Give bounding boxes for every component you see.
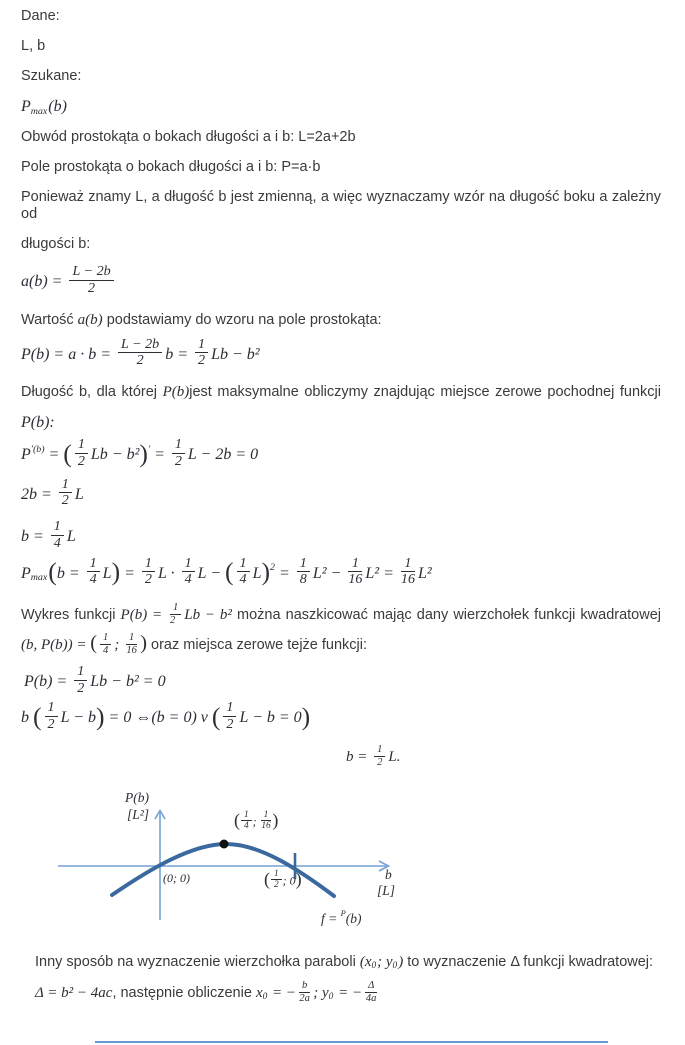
big-paren: (	[234, 810, 240, 831]
numerator: 1	[45, 700, 58, 717]
math-text: (b)	[345, 910, 362, 926]
line-dane: Dane:	[21, 8, 60, 24]
numerator: L − 2b	[69, 264, 113, 281]
fraction	[241, 810, 252, 832]
formula-pb-colon	[21, 414, 661, 431]
math-text: (b, P(b)) =	[21, 637, 91, 654]
line-szukane: Szukane:	[21, 68, 82, 84]
formula-factored	[21, 698, 661, 735]
math-text: Lb − b²	[211, 345, 260, 363]
numerator: 1	[401, 556, 415, 573]
math-text: a(b)	[77, 311, 103, 328]
line-poniewaz-2: długości b:	[21, 236, 91, 252]
numerator: 1	[142, 556, 155, 573]
math-text: ; y	[377, 953, 393, 970]
numerator: 1	[374, 744, 385, 757]
big-paren: )	[261, 557, 271, 587]
parabola-graph	[21, 787, 661, 947]
formula-p-of-b	[21, 335, 661, 372]
numerator: 1	[195, 337, 208, 354]
vertex-coordinates-label	[234, 809, 279, 834]
math-text: P(b) =	[24, 673, 72, 691]
denominator: 2	[274, 880, 279, 891]
denominator: 2	[170, 615, 176, 627]
math-text: ;	[114, 637, 124, 654]
fraction	[348, 556, 362, 589]
big-paren: (	[264, 869, 270, 890]
fraction	[172, 437, 185, 470]
inline-formula-x0y0	[360, 954, 403, 970]
math-text: ; 0	[282, 873, 296, 888]
denominator: 2	[144, 571, 152, 588]
text-inny-post: to wyznaczenie Δ funkcji kwadratowej:	[403, 953, 654, 970]
subscript: max	[30, 572, 48, 584]
fraction	[237, 556, 250, 589]
fraction	[100, 632, 111, 657]
fraction	[297, 556, 310, 589]
formula-b-quarter	[21, 518, 661, 554]
big-paren: (	[211, 701, 221, 731]
fraction	[195, 337, 208, 370]
denominator: 16	[348, 571, 363, 588]
denominator: 2	[174, 452, 182, 469]
text-inny-pre: Inny sposób na wyznaczenie wierzchołka paraboli	[35, 953, 360, 970]
math-text: (b)	[48, 98, 67, 115]
denominator: 2	[47, 715, 55, 732]
math-text: f =	[321, 910, 341, 926]
numerator: 1	[261, 810, 272, 821]
math-text: b =	[21, 528, 48, 546]
superscript: 2	[270, 562, 275, 574]
y-axis-title: P(b)	[125, 789, 149, 805]
denominator: 2	[226, 715, 234, 732]
text-wykres-pre: Wykres funkcji	[21, 607, 121, 624]
denominator: 2	[88, 279, 96, 296]
fraction	[299, 980, 310, 1005]
line-pole: Pole prostokąta o bokach długości a i b: P=a·b	[21, 159, 321, 175]
bottom-divider-line	[95, 1041, 608, 1043]
big-paren: (	[48, 557, 57, 587]
fraction	[374, 744, 385, 769]
fraction	[261, 810, 272, 832]
big-paren: )	[139, 438, 148, 468]
big-paren: )	[295, 869, 302, 890]
math-text: = 0 ⇔(b = 0) v	[104, 708, 212, 726]
numerator: 1	[74, 664, 87, 681]
big-paren: (	[33, 701, 42, 731]
math-text: P(b)	[162, 384, 190, 401]
formula-2b	[21, 475, 661, 512]
big-paren: )	[95, 701, 105, 731]
numerator: b	[299, 980, 310, 993]
fraction	[365, 980, 377, 1005]
text-wykres-post: można naszkicować mając dany wierzchołek funkcji kwadratowej	[231, 607, 661, 624]
big-paren: )	[301, 701, 311, 731]
math-text: Δ = b² − 4ac	[35, 984, 113, 1001]
math-text: L −	[197, 564, 226, 582]
numerator: 1	[75, 437, 88, 454]
big-paren: (	[225, 557, 234, 587]
math-text: b =	[165, 345, 193, 363]
numerator: 1	[172, 437, 185, 454]
math-text: L	[102, 564, 112, 582]
inline-formula-wykres	[120, 602, 232, 627]
text-wartosc-post: podstawiamy do wzoru na pole prostokąta:	[102, 311, 382, 328]
math-text: )	[398, 953, 404, 970]
numerator: 1	[297, 556, 310, 573]
math-text: P(b) = a · b =	[21, 345, 116, 363]
denominator: 2	[77, 680, 85, 697]
zero-point-label	[264, 868, 302, 893]
math-text: Lb − b² = 0	[90, 673, 166, 691]
denominator: 2	[77, 452, 85, 469]
fraction	[45, 700, 58, 733]
numerator: 1	[237, 556, 250, 573]
math-text: P	[21, 98, 31, 115]
text-oraz-post: oraz miejsca zerowe tejże funkcji:	[147, 637, 368, 654]
line-poniewaz-1: Ponieważ znamy L, a długość b jest zmienną, a więc wyznaczamy wzór na długość boku a zależny od	[21, 189, 661, 222]
line-wykres	[21, 603, 661, 628]
math-text: (x	[359, 953, 372, 970]
line-vertex	[21, 633, 661, 658]
text-dlugosc-post: jest maksymalne obliczymy znajdując miejsce zerowe pochodnej funkcji	[189, 384, 661, 401]
line-obwod: Obwód prostokąta o bokach długości a i b: L=2a+2b	[21, 129, 356, 145]
math-text: 2b =	[21, 485, 56, 503]
math-text: L²	[417, 564, 432, 582]
numerator: 1	[223, 700, 236, 717]
math-text: L² −	[312, 564, 346, 582]
fraction	[69, 264, 113, 297]
fraction	[59, 477, 72, 510]
fraction	[87, 556, 100, 589]
subscript: 0	[392, 961, 398, 972]
denominator: 4	[239, 571, 247, 588]
text-wartosc-pre: Wartość	[21, 311, 78, 328]
denominator: 16	[400, 571, 415, 588]
subscript: max	[30, 105, 48, 117]
numerator: 1	[170, 602, 181, 615]
math-text: = −	[268, 984, 297, 1001]
math-text: =	[44, 446, 64, 463]
math-text: L − b = 0	[239, 708, 302, 726]
inline-formula-p-of-b	[163, 384, 190, 400]
subscript: 0	[328, 992, 334, 1003]
x-axis-title: b	[385, 866, 392, 882]
big-paren: )	[140, 632, 148, 655]
numerator: 1	[126, 632, 137, 645]
math-text: L	[74, 485, 84, 503]
denominator: 2a	[299, 992, 310, 1004]
numerator: 1	[241, 810, 252, 821]
big-paren: (	[63, 438, 72, 468]
big-paren: (	[90, 632, 98, 655]
math-text: b	[21, 708, 33, 726]
math-text: x	[255, 984, 263, 1001]
numerator: 1	[59, 477, 72, 494]
formula-pmax-of-b	[21, 98, 661, 117]
line-dlugosc	[21, 384, 661, 401]
denominator: 2	[198, 352, 206, 369]
numerator: 1	[51, 519, 64, 536]
math-text: L − 2b = 0	[187, 446, 259, 463]
graph-canvas	[58, 787, 498, 947]
denominator: 2	[377, 756, 383, 768]
subscript: 0	[371, 961, 377, 972]
formula-derivative	[21, 436, 661, 472]
math-text: =	[120, 564, 139, 582]
math-text: b =	[346, 748, 372, 765]
fraction	[170, 602, 181, 627]
fraction	[401, 556, 415, 589]
math-text: ; y	[313, 984, 329, 1001]
big-paren: )	[272, 810, 279, 831]
math-text: L² =	[365, 564, 398, 582]
numerator: L − 2b	[118, 337, 162, 354]
math-text: = −	[334, 984, 363, 1001]
math-text: P(b):	[21, 414, 55, 432]
denominator: 16	[126, 645, 137, 657]
math-text: L	[252, 564, 262, 582]
fraction	[74, 664, 87, 697]
big-paren: )	[111, 557, 121, 587]
math-text: P	[21, 446, 31, 463]
x-axis-unit: [L]	[377, 882, 396, 898]
denominator: 8	[299, 571, 307, 588]
fraction	[126, 632, 137, 657]
formula-b-half	[346, 745, 661, 770]
fraction	[75, 437, 88, 470]
inline-formula-a-of-b	[78, 312, 103, 328]
fraction	[142, 556, 155, 589]
curve-function-label	[321, 911, 361, 927]
origin-label: (0; 0)	[163, 870, 190, 885]
math-text: a(b) =	[21, 272, 67, 290]
denominator: 4	[184, 571, 192, 588]
fraction	[182, 556, 195, 589]
numerator: 1	[271, 869, 282, 880]
math-text: =	[150, 446, 169, 463]
math-text: Lb − b²	[90, 446, 140, 463]
math-text: P	[21, 564, 31, 582]
math-text: L ·	[157, 564, 179, 582]
formula-p-of-b-zero	[24, 663, 661, 699]
math-text: L − b	[60, 708, 96, 726]
numerator: 1	[182, 556, 195, 573]
formula-delta	[35, 981, 661, 1006]
numerator: 1	[87, 556, 100, 573]
vertex-dot	[220, 839, 229, 848]
math-text: Lb − b²	[184, 607, 232, 624]
denominator: 4	[244, 821, 249, 832]
math-text: ;	[252, 814, 260, 829]
math-text: L	[66, 528, 76, 546]
denominator: 4a	[365, 992, 377, 1004]
plain-text: , następnie obliczenie	[112, 984, 256, 1001]
denominator: 16	[261, 821, 271, 832]
denominator: 2	[136, 352, 144, 369]
text-dlugosc-pre: Długość b, dla której	[21, 384, 163, 401]
formula-vertex	[21, 632, 148, 657]
denominator: 2	[61, 492, 69, 509]
math-text: P(b) =	[120, 607, 167, 624]
line-wartosc	[21, 312, 661, 329]
fraction	[223, 700, 236, 733]
denominator: 4	[53, 534, 61, 551]
denominator: 4	[89, 571, 97, 588]
superscript: P	[340, 909, 346, 919]
fraction	[118, 337, 162, 370]
formula-pmax-full	[21, 554, 661, 591]
fraction	[51, 519, 64, 552]
superscript: ′(b)	[30, 443, 45, 455]
y-axis-unit: [L²]	[127, 806, 150, 822]
line-inny-sposob	[35, 954, 661, 973]
fraction	[271, 869, 282, 891]
line-given: L, b	[21, 38, 46, 54]
numerator: Δ	[365, 980, 377, 993]
numerator: 1	[348, 556, 362, 573]
math-text: L.	[388, 748, 401, 765]
superscript: ′	[147, 443, 151, 455]
math-text: b =	[56, 564, 84, 582]
numerator: 1	[100, 632, 111, 645]
denominator: 4	[103, 645, 109, 657]
math-text: =	[274, 564, 294, 582]
subscript: 0	[262, 992, 268, 1003]
formula-a-of-b	[21, 263, 661, 299]
